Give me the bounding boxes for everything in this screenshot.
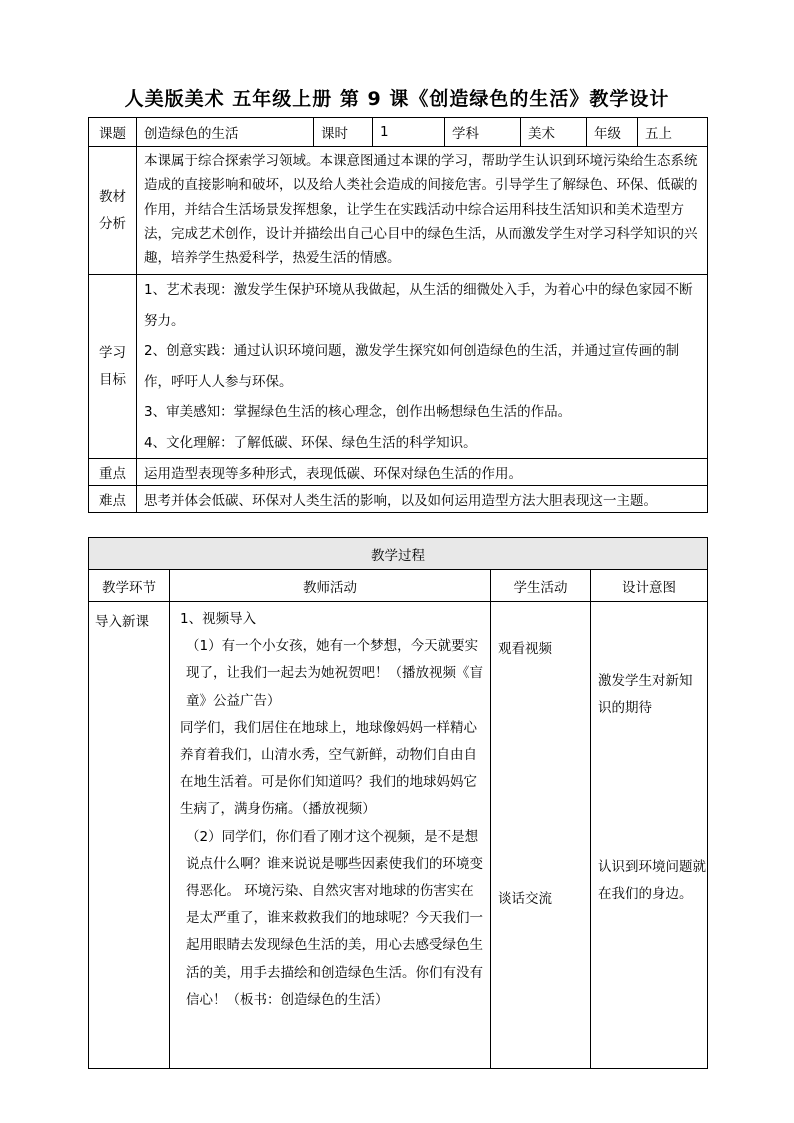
design-intent [591,602,708,1069]
difficulty-text: 思考并体会低碳、环保对人类生活的影响，以及如何运用造型方法大胆表现这一主题。 [137,486,708,513]
student-activity-item: 谈话交流 [498,891,552,907]
goal-item: 1、艺术表现：激发学生保护环境从我做起，从生活的细微处入手，为着心中的绿色家园不断努力。 [144,282,693,329]
topic-value: 创造绿色的生活 [137,118,314,147]
design-intent-item: 激发学生对新知识的期待 [598,673,693,717]
difficulty-row [89,486,708,513]
column-header: 设计意图 [591,570,708,602]
process-header: 教学过程 [89,538,708,570]
design-intent-item: 认识到环境问题就在我们的身边。 [598,859,706,903]
key-point-row [89,459,708,486]
student-activity-item: 观看视频 [498,641,552,657]
period-value: 1 [373,118,445,147]
column-header: 学生活动 [491,570,591,602]
grade-value: 五上 [638,118,708,147]
stage-name: 导入新课 [89,602,170,1069]
difficulty-label: 难点 [89,486,137,513]
key-point-label: 重点 [89,459,137,486]
goals-label: 学习 目标 [89,275,137,459]
analysis-row [89,147,708,275]
goals-list [137,275,708,459]
column-header-row [89,570,708,602]
student-activity [491,602,591,1069]
teacher-paragraph: （2）同学们，你们看了刚才这个视频，是不是想说点什么啊？谁来说说是哪些因素使我们的环境变得恶化。 环境污染、自然灾害对地球的伤害实在是太严重了，谁来救救我们的地球呢？今天我们一起用眼睛去发现绿色生活的美，用心去感受绿色生活的美，用手去描绘和创造绿色生活。你们有没有信心！（板书：创造绿色的生活） [186,828,483,1008]
goals-row [89,275,708,459]
goal-item: 4、文化理解：了解低碳、环保、绿色生活的科学知识。 [144,434,477,451]
period-label: 课时 [314,118,373,147]
page-title: 人美版美术 五年级上册 第 9 课《创造绿色的生活》教学设计 [124,88,670,110]
goal-item: 2、创意实践：通过认识环境问题，激发学生探究如何创造绿色的生活，并通过宣传画的制作，呼吁人人参与环保。 [144,343,680,390]
lesson-info-table [88,117,708,513]
teacher-paragraph: 同学们，我们居住在地球上，地球像妈妈一样精心养育着我们，山清水秀，空气新鲜，动物们自由自在地生活着。可是你们知道吗？我们的地球妈妈它生病了，满身伤痛。（播放视频） [180,719,477,818]
column-header: 教学环节 [89,570,170,602]
analysis-label: 教材 分析 [89,147,137,275]
subject-label: 学科 [445,118,521,147]
teacher-activity [170,602,491,1069]
process-header-row [89,538,708,570]
grade-label: 年级 [587,118,638,147]
info-row [89,118,708,147]
analysis-text: 本课属于综合探索学习领域。本课意图通过本课的学习，帮助学生认识到环境污染给生态系统造成的直接影响和破坏，以及给人类社会造成的间接危害。引导学生了解绿色、环保、低碳的作用，并结合生活场景发挥想象，让学生在实践活动中综合运用科技生活知识和美术造型方法，完成艺术创作，设计并描绘出自己心目中的绿色生活，从而激发学生对学习科学知识的兴趣，培养学生热爱科学，热爱生活的情感。 [137,147,708,275]
column-header: 教师活动 [170,570,491,602]
process-row [89,602,708,1069]
key-point-text: 运用造型表现等多种形式，表现低碳、环保对绿色生活的作用。 [137,459,708,486]
subject-value: 美术 [521,118,587,147]
teacher-heading: 1、视频导入 [180,611,257,627]
goal-item: 3、审美感知：掌握绿色生活的核心理念，创作出畅想绿色生活的作品。 [144,404,572,420]
teaching-process-table [88,537,708,1069]
topic-label: 课题 [89,118,137,147]
teacher-paragraph: （1）有一个小女孩，她有一个梦想，今天就要实现了，让我们一起去为她祝贺吧！（播放视频《盲童》公益广告） [186,638,483,709]
